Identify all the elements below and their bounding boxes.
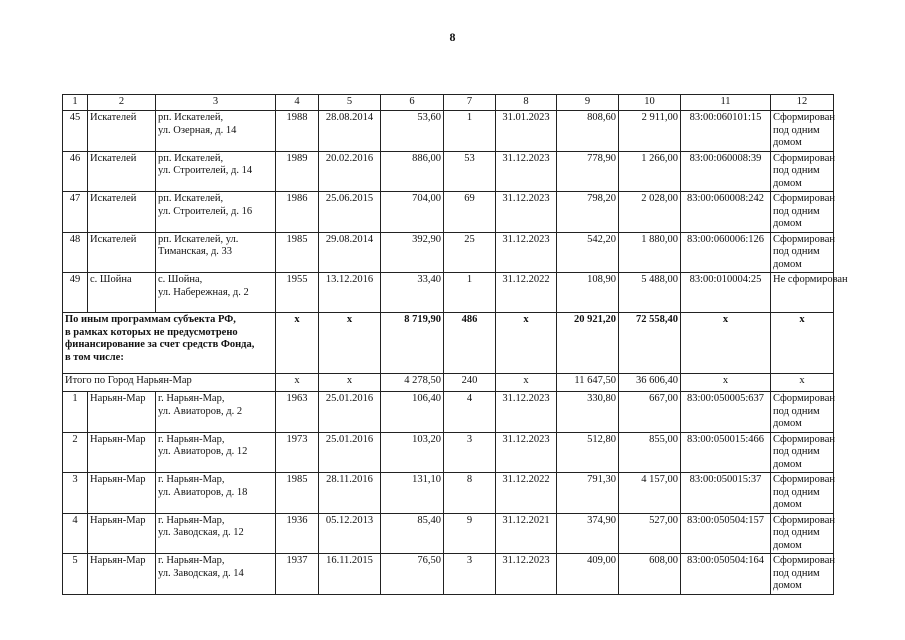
area-cell: 76,50 [381,554,444,595]
deadline-cell: 31.12.2022 [496,473,557,514]
address-cell [156,232,276,273]
recognition-date-cell: 20.02.2016 [319,151,381,192]
address-cell-line: ул. Строителей, д. 16 [158,205,253,217]
area-cell: 53,60 [381,111,444,152]
plot-status-cell-line: под одним [773,567,820,579]
subtotal-cell: 20 921,20 [557,313,619,374]
table-row [63,392,834,433]
page-number: 8 [449,30,456,44]
land-area-cell: 808,60 [557,111,619,152]
plot-status-cell-line: Сформирован [773,193,836,204]
locality-cell: Нарьян-Мар [88,432,156,473]
plot-status-cell-line: под одним [773,124,820,136]
plot-status-cell-line: домом [773,177,802,189]
plot-area-cell: 5 488,00 [619,273,681,313]
recognition-date-cell: 28.08.2014 [319,111,381,152]
residents-cell: 1 [444,111,496,152]
plot-status-cell-line: Сформирован [773,393,836,404]
plot-status-cell-line: Сформирован [773,233,836,245]
plot-status-cell [771,151,834,192]
plot-status-cell-line: домом [773,499,802,510]
land-area-cell: 330,80 [557,392,619,433]
plot-status-cell-line: под одним [773,205,820,217]
address-cell-line: Тиманская, д. 33 [158,246,233,257]
deadline-cell: 31.12.2023 [496,432,557,473]
locality-cell: с. Шойна [88,273,156,313]
row-number: 3 [63,473,88,514]
city-total-area: 4 278,50 [381,374,444,392]
plot-area-cell: 4 157,00 [619,473,681,514]
registry-rows-top [63,111,848,313]
plot-area-cell: 667,00 [619,392,681,433]
area-cell: 103,20 [381,432,444,473]
subtotal-cell: 72 558,40 [619,313,681,374]
cadastral-number-cell: 83:00:050015:466 [681,432,771,473]
row-number: 48 [63,232,88,273]
subtotal-label: По иным программам субъекта РФ, в рамках которых не предусмотрено финансирование за счет средств Фонда, в том числе: [63,313,276,374]
plot-status-cell-line: под одним [773,527,820,538]
cadastral-number-cell: 83:00:050015:37 [681,473,771,514]
area-cell: 704,00 [381,192,444,233]
deadline-cell: 31.12.2023 [496,151,557,192]
row-number: 4 [63,513,88,554]
address-cell-line: ул. Строителей, д. 14 [158,165,253,176]
year-built-cell: 1988 [276,111,319,152]
address-cell [156,554,276,595]
land-area-cell: 542,20 [557,232,619,273]
deadline-cell: 31.12.2023 [496,392,557,433]
land-area-cell: 791,30 [557,473,619,514]
recognition-date-cell: 25.01.2016 [319,432,381,473]
address-cell [156,273,276,313]
city-total-row [63,374,834,392]
row-number: 47 [63,192,88,233]
subtotal-cell: x [319,313,381,374]
plot-area-cell: 1 880,00 [619,232,681,273]
locality-cell: Нарьян-Мар [88,554,156,595]
deadline-cell: 31.12.2021 [496,513,557,554]
locality-cell: Нарьян-Мар [88,473,156,514]
address-cell-line: г. Нарьян-Мар, [158,474,225,485]
year-built-cell: 1963 [276,392,319,433]
column-header: 9 [557,95,619,111]
year-built-cell: 1985 [276,232,319,273]
plot-status-cell-line: Сформирован [773,555,836,566]
address-cell [156,432,276,473]
area-cell: 886,00 [381,151,444,192]
land-area-cell: 374,90 [557,513,619,554]
plot-status-cell-line: Сформирован [773,514,836,526]
deadline-cell: 31.12.2023 [496,232,557,273]
plot-area-cell: 608,00 [619,554,681,595]
locality-cell: Искателей [88,151,156,192]
cadastral-number-cell: 83:00:060008:242 [681,192,771,233]
deadline-cell: 31.12.2023 [496,554,557,595]
table-row [63,554,834,595]
address-cell [156,111,276,152]
address-cell-line: г. Нарьян-Мар, [158,433,225,445]
plot-status-cell [771,232,834,273]
year-built-cell: 1973 [276,432,319,473]
locality-cell: Искателей [88,111,156,152]
area-cell: 33,40 [381,273,444,313]
plot-area-cell: 2 028,00 [619,192,681,233]
residents-cell: 8 [444,473,496,514]
plot-status-cell-line: Сформирован [773,433,836,445]
recognition-date-cell: 13.12.2016 [319,273,381,313]
locality-cell: Нарьян-Мар [88,392,156,433]
cadastral-number-cell: 83:00:060101:15 [681,111,771,152]
address-cell-line: рп. Искателей, ул. [158,233,239,245]
city-total-cell: x [681,374,771,392]
plot-status-cell-line: домом [773,258,802,270]
plot-status-cell [771,111,834,152]
plot-status-cell [771,513,834,554]
plot-status-cell-line: Сформирован [773,112,836,123]
residents-cell: 69 [444,192,496,233]
area-cell: 131,10 [381,473,444,514]
address-cell [156,513,276,554]
row-number: 46 [63,151,88,192]
locality-cell: Искателей [88,192,156,233]
subtotal-cell: x [771,313,834,374]
address-cell-line: ул. Авиаторов, д. 2 [158,405,243,417]
address-cell-line: ул. Заводская, д. 12 [158,527,244,538]
row-number: 5 [63,554,88,595]
deadline-cell: 31.01.2023 [496,111,557,152]
row-number: 45 [63,111,88,152]
plot-status-cell-line: домом [773,580,802,591]
recognition-date-cell: 25.01.2016 [319,392,381,433]
plot-status-cell [771,554,834,595]
plot-area-cell: 2 911,00 [619,111,681,152]
land-area-cell: 108,90 [557,273,619,313]
plot-status-cell [771,432,834,473]
address-cell-line: с. Шойна, [158,274,203,285]
column-header: 7 [444,95,496,111]
subtotal-row [63,313,834,374]
plot-status-cell-line: домом [773,418,802,429]
subtotal-cell: x [276,313,319,374]
row-number: 49 [63,273,88,313]
land-area-cell: 798,20 [557,192,619,233]
city-total-cell: 11 647,50 [557,374,619,392]
plot-status-cell-line: Не сформирован [773,274,848,285]
city-total-label: Итого по Город Нарьян-Мар [63,374,276,392]
cadastral-number-cell: 83:00:060008:39 [681,151,771,192]
plot-area-cell: 527,00 [619,513,681,554]
year-built-cell: 1986 [276,192,319,233]
address-cell-line: ул. Озерная, д. 14 [158,124,237,136]
area-cell: 392,90 [381,232,444,273]
plot-status-cell-line: домом [773,137,802,148]
plot-status-cell-line: Сформирован [773,474,836,485]
year-built-cell: 1955 [276,273,319,313]
cadastral-number-cell: 83:00:050504:164 [681,554,771,595]
recognition-date-cell: 25.06.2015 [319,192,381,233]
plot-area-cell: 855,00 [619,432,681,473]
city-total-people: 240 [444,374,496,392]
address-cell-line: рп. Искателей, [158,193,224,204]
column-header: 5 [319,95,381,111]
cadastral-number-cell: 83:00:010004:25 [681,273,771,313]
recognition-date-cell: 16.11.2015 [319,554,381,595]
residents-cell: 3 [444,554,496,595]
plot-status-cell-line: Сформирован [773,152,836,164]
row-number: 2 [63,432,88,473]
recognition-date-cell: 05.12.2013 [319,513,381,554]
registry-rows-bottom [63,392,834,595]
city-total-cell: x [276,374,319,392]
residents-cell: 9 [444,513,496,554]
address-cell-line: ул. Заводская, д. 14 [158,567,244,579]
address-cell [156,473,276,514]
column-number-row [63,95,834,111]
subtotal-cell: x [496,313,557,374]
plot-status-cell-line: домом [773,218,802,229]
address-cell-line: г. Нарьян-Мар, [158,555,225,566]
column-header: 6 [381,95,444,111]
residents-cell: 53 [444,151,496,192]
column-header: 1 [63,95,88,111]
city-total-cell: x [319,374,381,392]
year-built-cell: 1989 [276,151,319,192]
deadline-cell: 31.12.2022 [496,273,557,313]
address-cell [156,392,276,433]
column-header: 4 [276,95,319,111]
plot-status-cell [771,392,834,433]
column-header: 8 [496,95,557,111]
table-row [63,273,834,313]
city-total-cell: x [771,374,834,392]
address-cell-line: г. Нарьян-Мар, [158,393,225,404]
year-built-cell: 1937 [276,554,319,595]
city-total-cell: x [496,374,557,392]
summary-rows [63,313,834,392]
recognition-date-cell: 28.11.2016 [319,473,381,514]
area-cell: 106,40 [381,392,444,433]
column-header: 11 [681,95,771,111]
table-row [63,513,834,554]
subtotal-area: 8 719,90 [381,313,444,374]
table-row [63,232,834,273]
address-cell-line: рп. Искателей, [158,152,224,164]
address-cell-line: рп. Искателей, [158,112,224,123]
plot-status-cell-line: домом [773,458,802,470]
recognition-date-cell: 29.08.2014 [319,232,381,273]
address-cell-line: г. Нарьян-Мар, [158,514,225,526]
area-cell: 85,40 [381,513,444,554]
cadastral-number-cell: 83:00:050504:157 [681,513,771,554]
address-cell-line: ул. Авиаторов, д. 12 [158,446,248,457]
residents-cell: 4 [444,392,496,433]
plot-status-cell-line: под одним [773,446,820,457]
year-built-cell: 1985 [276,473,319,514]
address-cell [156,151,276,192]
plot-status-cell [771,473,834,514]
column-header: 2 [88,95,156,111]
deadline-cell: 31.12.2023 [496,192,557,233]
land-area-cell: 409,00 [557,554,619,595]
residents-cell: 3 [444,432,496,473]
row-number: 1 [63,392,88,433]
subtotal-cell: x [681,313,771,374]
address-cell [156,192,276,233]
plot-status-cell [771,273,848,313]
plot-status-cell-line: под одним [773,165,820,176]
address-cell-line: ул. Набережная, д. 2 [158,286,249,298]
table-row [63,151,834,192]
table-row [63,432,834,473]
cadastral-number-cell: 83:00:060006:126 [681,232,771,273]
land-area-cell: 778,90 [557,151,619,192]
column-header: 10 [619,95,681,111]
residents-cell: 1 [444,273,496,313]
table-row [63,192,834,233]
locality-cell: Искателей [88,232,156,273]
plot-status-cell-line: под одним [773,486,820,498]
city-total-cell: 36 606,40 [619,374,681,392]
plot-status-cell-line: под одним [773,246,820,257]
subtotal-people: 486 [444,313,496,374]
table-row [63,111,834,152]
plot-status-cell [771,192,834,233]
residents-cell: 25 [444,232,496,273]
locality-cell: Нарьян-Мар [88,513,156,554]
land-area-cell: 512,80 [557,432,619,473]
year-built-cell: 1936 [276,513,319,554]
cadastral-number-cell: 83:00:050005:637 [681,392,771,433]
housing-registry-table [62,94,848,595]
address-cell-line: ул. Авиаторов, д. 18 [158,486,248,498]
plot-status-cell-line: домом [773,539,802,551]
column-header: 3 [156,95,276,111]
column-header: 12 [771,95,834,111]
plot-area-cell: 1 266,00 [619,151,681,192]
table-row [63,473,834,514]
plot-status-cell-line: под одним [773,405,820,417]
